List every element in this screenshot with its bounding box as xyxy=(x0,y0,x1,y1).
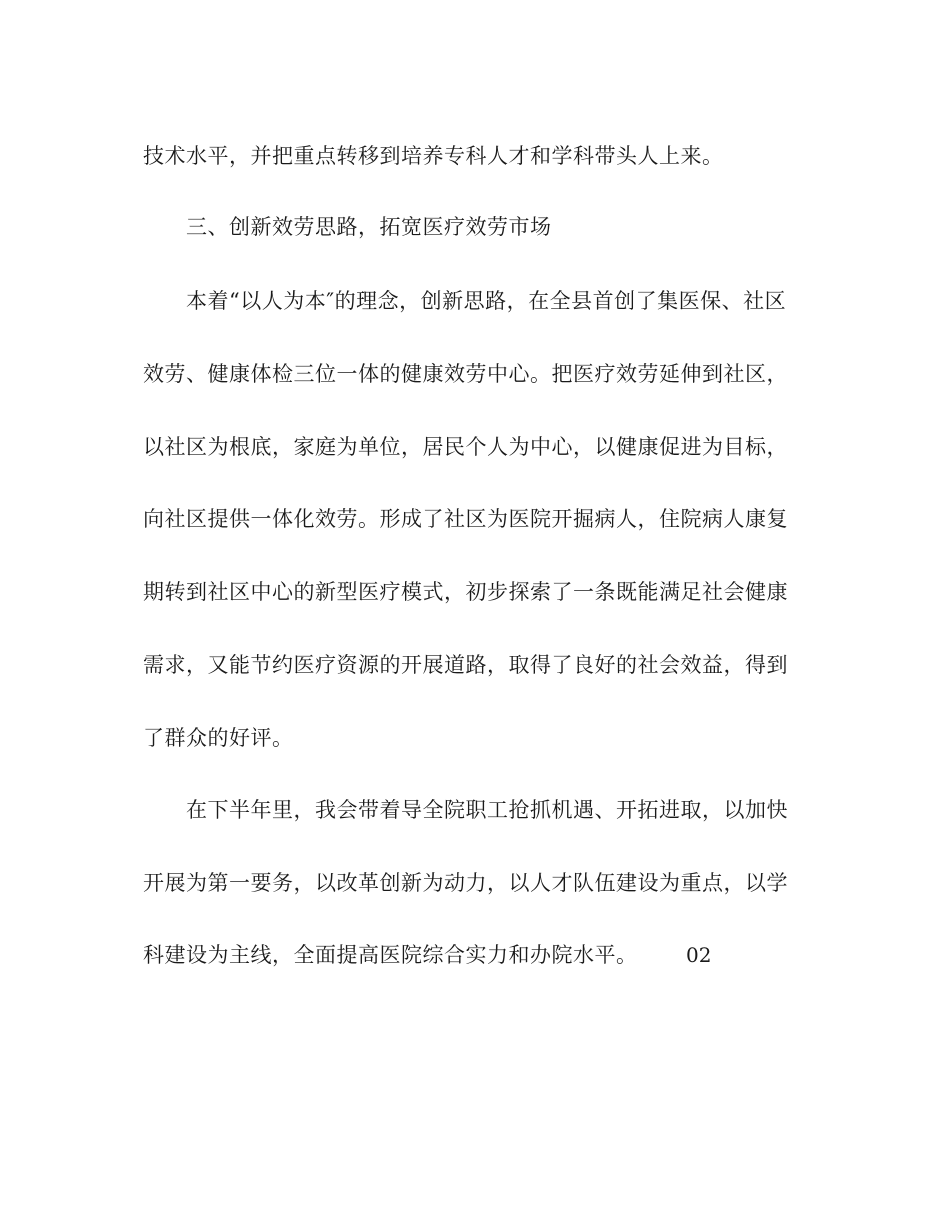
paragraph-line: 了群众的好评。 xyxy=(143,726,294,750)
paragraph-line: 在下半年里，我会带着导全院职工抢抓机遇、开拓进取，以加快 xyxy=(186,798,788,822)
paragraph-line: 需求，又能节约医疗资源的开展道路，取得了良好的社会效益，得到 xyxy=(143,653,788,677)
section-heading: 三、创新效劳思路，拓宽医疗效劳市场 xyxy=(186,215,552,239)
page-number: 02 xyxy=(686,943,712,967)
paragraph-line: 以社区为根底，家庭为单位，居民个人为中心，以健康促进为目标， xyxy=(143,435,788,459)
paragraph-line: 期转到社区中心的新型医疗模式，初步探索了一条既能满足社会健康 xyxy=(143,580,788,604)
paragraph-line: 技术水平，并把重点转移到培养专科人才和学科带头人上来。 xyxy=(143,144,724,168)
paragraph-line: 效劳、健康体检三位一体的健康效劳中心。把医疗效劳延伸到社区， xyxy=(143,362,788,386)
paragraph-line: 科建设为主线，全面提高医院综合实力和办院水平。 xyxy=(143,943,638,967)
paragraph-line: 本着“以人为本″的理念，创新思路，在全县首创了集医保、社区 xyxy=(186,289,787,313)
paragraph-line: 向社区提供一体化效劳。形成了社区为医院开掘病人，住院病人康复 xyxy=(143,507,788,531)
paragraph-line: 开展为第一要务，以改革创新为动力，以人才队伍建设为重点，以学 xyxy=(143,871,788,895)
